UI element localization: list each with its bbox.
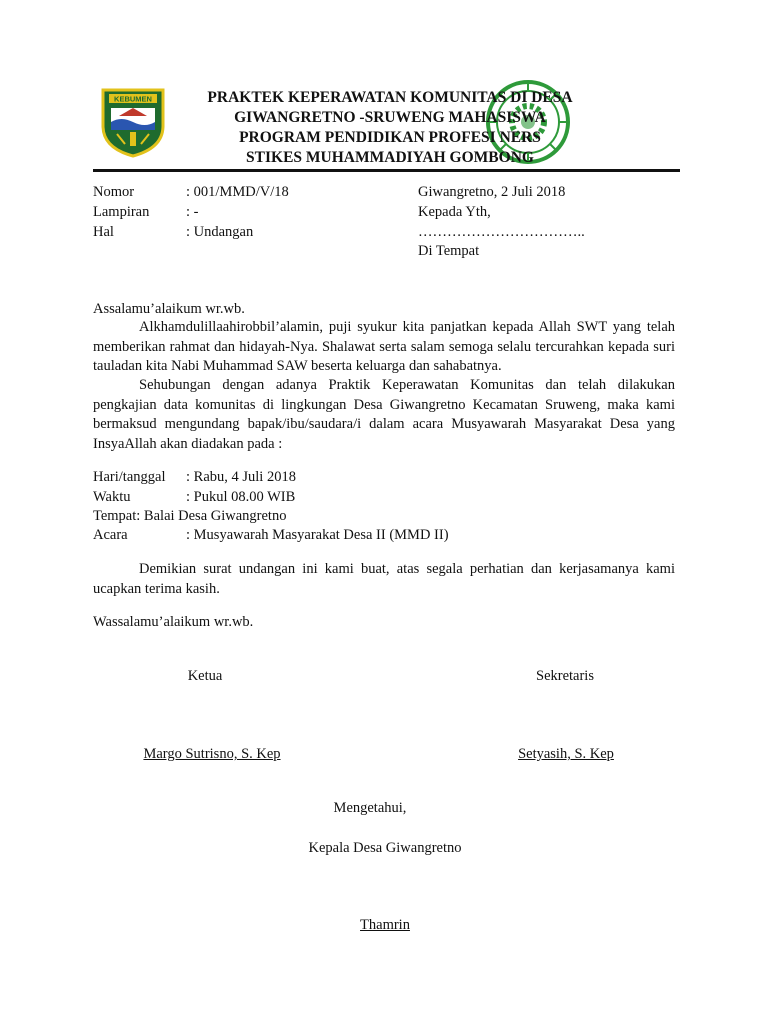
waktu-label: Waktu [93,489,131,505]
hari-value: : Rabu, 4 Juli 2018 [186,469,296,485]
recipient-dots: …………………………….. [418,224,585,240]
opening-salutation: Assalamu’alaikum wr.wb. [93,301,245,317]
paragraph-closing: Demikian surat undangan ini kami buat, atas segala perhatian dan kerjasamanya kami ucapkan terima kasih. [93,561,675,597]
letterhead [150,88,630,168]
sekretaris-name: Setyasih, S. Kep [518,746,614,762]
acara-label: Acara [93,527,128,543]
waktu-value: : Pukul 08.00 WIB [186,489,296,505]
hal-value: : Undangan [186,224,254,240]
kepala-desa-title: Kepala Desa Giwangretno [308,840,462,856]
tempat-line: Tempat: Balai Desa Giwangretno [93,508,287,524]
recipient-place: Di Tempat [418,243,480,259]
ketua-title: Ketua [187,668,223,684]
letterhead-divider [93,169,680,172]
paragraph-opening: Alkhamdulillaahirobbil’alamin, puji syukur kita panjatkan kepada Allah SWT yang telah memberikan rahmat dan hidayah-Nya. Shalawat serta salam semoga selalu tercurahkan kepada suri tauladan kita Nabi Muhammad SAW beserta keluarga dan sahabatnya. [93,319,675,374]
sekretaris-title: Sekretaris [536,668,594,684]
letterhead-line-1: PRAKTEK KEPERAWATAN KOMUNITAS DI DESA [207,89,573,106]
acara-value: : Musyawarah Masyarakat Desa II (MMD II) [186,527,449,543]
letter-date: Giwangretno, 2 Juli 2018 [418,184,566,200]
lampiran-label: Lampiran [93,204,150,220]
closing-salutation: Wassalamu’alaikum wr.wb. [93,614,254,630]
letterhead-line-3: PROGRAM PENDIDIKAN PROFESI NERS [239,129,541,146]
hal-label: Hal [93,224,114,240]
lampiran-value: : - [186,204,199,220]
mengetahui-label: Mengetahui, [333,800,407,816]
kepala-desa-name: Thamrin [360,917,410,933]
nomor-value: : 001/MMD/V/18 [186,184,289,200]
nomor-label: Nomor [93,184,135,200]
logo-left-text: KEBUMEN [114,94,152,104]
ketua-name: Margo Sutrisno, S. Kep [143,746,281,762]
hari-label: Hari/tanggal [93,469,166,485]
letterhead-line-4: STIKES MUHAMMADIYAH GOMBONG [246,149,534,166]
paragraph-invitation: Sehubungan dengan adanya Praktik Keperawatan Komunitas dan telah dilakukan pengkajian data komunitas di lingkungan Desa Giwangretno Kecamatan Sruweng, maka kami bermaksud mengundang bapak/ibu/saudara/i dalam acara Musyawarah Masyarakat Desa yang InsyaAllah akan diadakan pada : [93,377,675,452]
recipient-greeting: Kepada Yth, [418,204,491,220]
letterhead-line-2: GIWANGRETNO -SRUWENG MAHASISWA [234,109,546,126]
